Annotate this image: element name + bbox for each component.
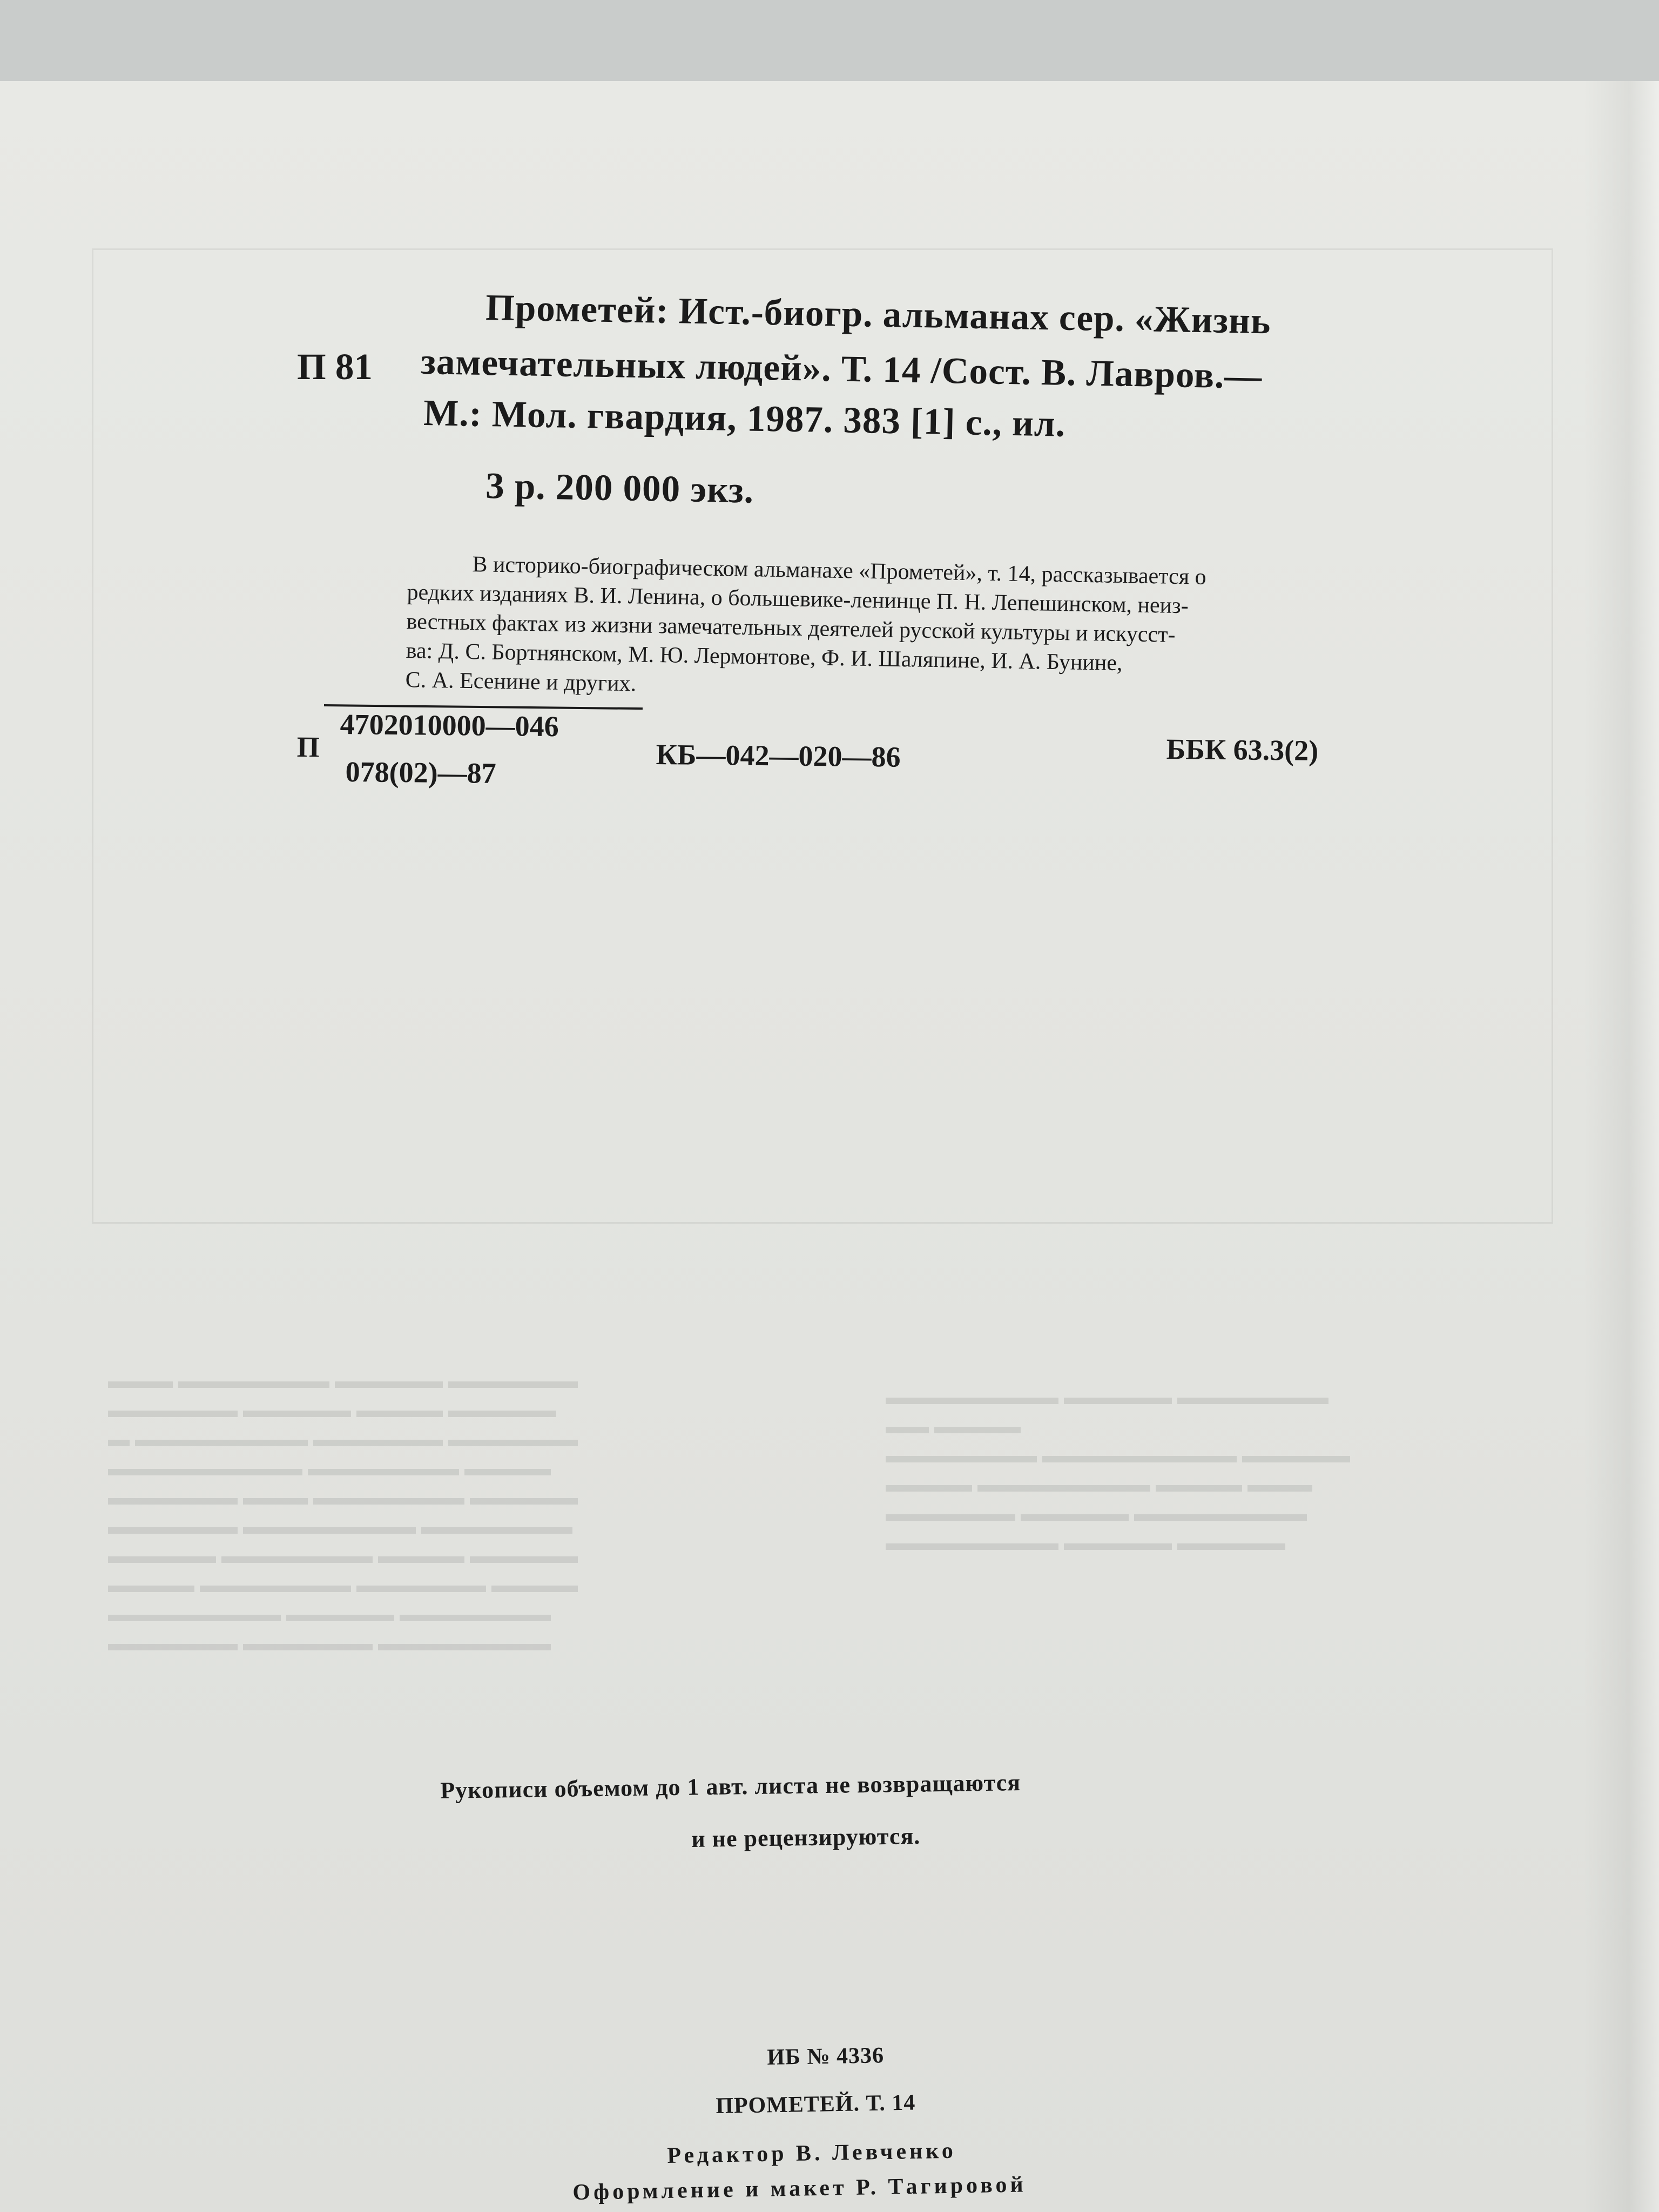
manuscript-note-line-1: Рукописи объемом до 1 авт. листа не возвращаются [440,1769,1021,1804]
print-run-price: 3 р. 200 000 экз. [485,464,754,511]
annotation-line: В историко-биографическом альманахе «Прометей», т. 14, рассказывается о [472,552,1207,590]
catalog-code-label: П 81 [297,346,373,387]
imprint-design: Оформление и макет Р. Тагировой [572,2172,1027,2205]
catalog-prefix: П [296,731,320,764]
catalog-bbk: ББК 63.3(2) [1166,733,1319,767]
imprint-ib-number: ИБ № 4336 [767,2043,885,2070]
annotation-line: редких изданиях В. И. Ленина, о большевике-ленинце П. Н. Лепешинском, неиз- [407,579,1189,619]
biblio-line-2: замечательных людей». Т. 14 /Сост. В. Лавров.— [420,340,1263,397]
catalog-kb: КБ—042—020—86 [656,738,901,773]
catalog-numerator: 4702010000—046 [340,708,559,743]
annotation-line: ва: Д. С. Бортнянском, М. Ю. Лермонтове, Ф. И. Шаляпине, И. А. Бунине, [406,638,1123,676]
show-through-text: ▬▬▬ ▬▬▬▬▬▬▬ ▬▬▬▬▬ ▬▬▬▬▬▬ ▬▬▬▬▬▬ ▬▬▬▬▬ ▬▬▬▬ ▬▬▬▬▬ ▬ ▬▬▬▬▬▬▬▬ ▬▬▬▬▬▬ ▬▬▬▬▬▬ ▬▬▬▬▬▬▬▬▬ ▬▬▬▬▬▬▬ ▬▬▬▬ ▬▬▬▬▬▬ ▬▬▬ ▬▬▬▬▬▬▬ ▬▬▬▬▬ ▬▬▬▬▬▬ ▬▬▬▬▬▬▬▬ ▬▬▬▬▬▬▬ ▬▬▬▬▬ ▬▬▬▬▬▬▬ ▬▬▬▬ ▬▬▬▬▬ ▬▬▬▬ ▬▬▬▬▬▬▬ ▬▬▬▬▬▬ ▬▬▬▬ ▬▬▬▬▬▬▬▬ ▬▬▬▬▬ ▬▬▬▬▬▬▬ ▬▬▬▬▬▬ ▬▬▬▬▬▬ ▬▬▬▬▬▬▬▬ [108,1368,578,1655]
catalog-denominator: 078(02)—87 [345,756,496,790]
show-through-text: ▬▬▬▬▬▬▬▬ ▬▬▬▬▬ ▬▬▬▬▬▬▬ ▬▬ ▬▬▬▬ ▬▬▬▬▬▬▬ ▬▬▬▬▬▬▬▬▬ ▬▬▬▬▬ ▬▬▬▬ ▬▬▬▬▬▬▬▬ ▬▬▬▬ ▬▬▬ ▬▬▬▬▬▬ ▬▬▬▬▬ ▬▬▬▬▬▬▬▬ ▬▬▬▬▬▬▬▬ ▬▬▬▬▬ ▬▬▬▬▬ [886,1385,1350,1555]
imprint-editor: Редактор В. Левченко [667,2138,957,2168]
biblio-line-1: Прометей: Ист.-биогр. альманах сер. «Жизнь [485,286,1272,342]
page-edge-shadow [1583,81,1659,2212]
biblio-line-3: М.: Мол. гвардия, 1987. 383 [1] с., ил. [423,392,1066,444]
imprint-title: ПРОМЕТЕЙ. Т. 14 [716,2090,916,2119]
manuscript-note-line-2: и не рецензируются. [691,1823,921,1852]
annotation-block [405,549,1493,713]
annotation-line: С. А. Есенине и других. [405,667,637,697]
annotation-line: вестных фактах из жизни замечательных деятелей русской культуры и искусст- [406,609,1176,648]
